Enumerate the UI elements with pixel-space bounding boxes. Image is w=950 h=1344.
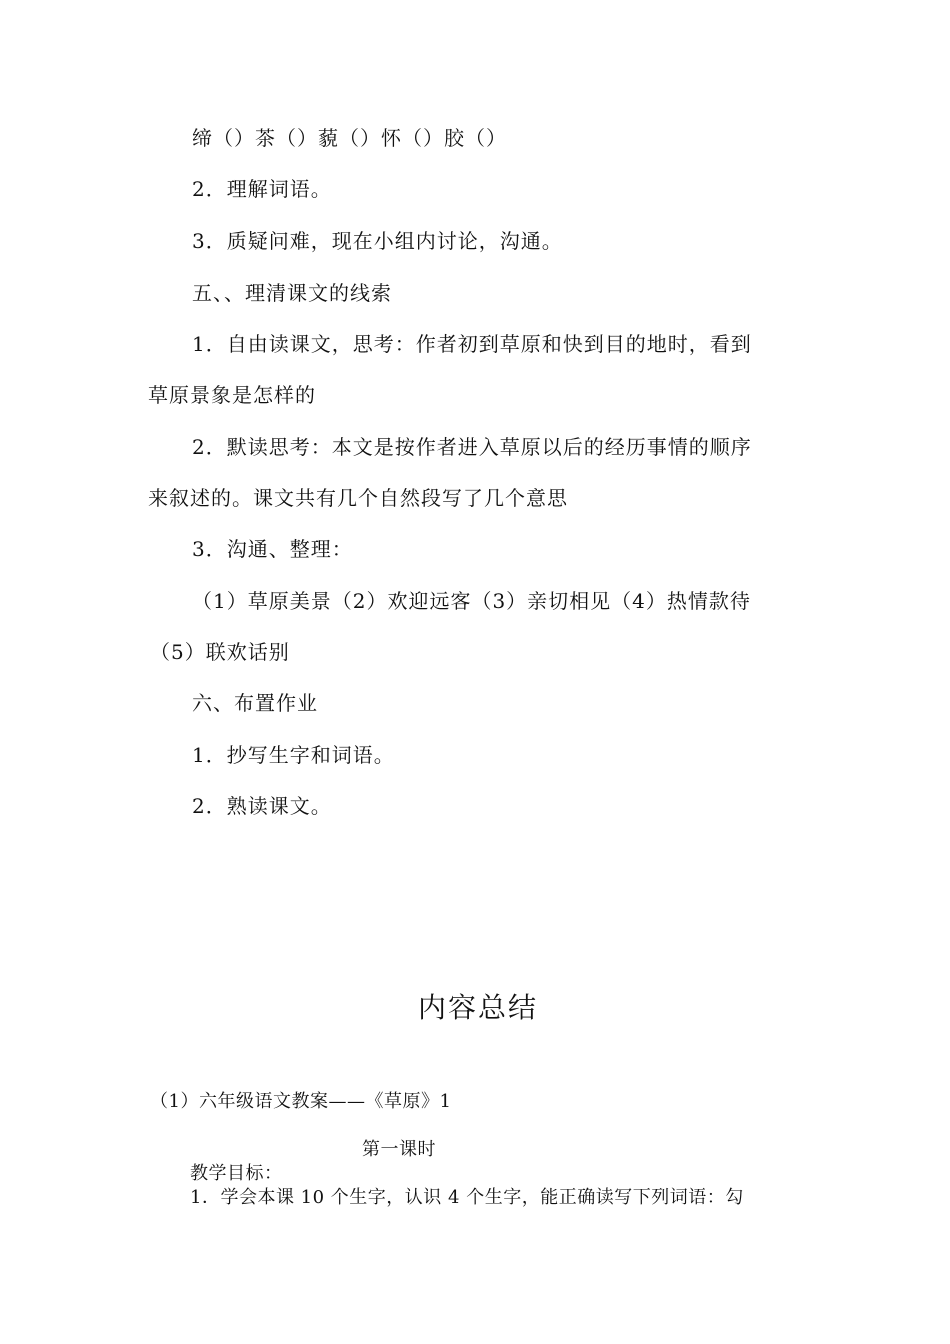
summary-heading: 内容总结 [418, 991, 539, 1024]
step-discuss-questions: 3．质疑问难，现在小组内讨论，沟通。 [192, 229, 563, 253]
step-silent-reading: 2．默读思考：本文是按作者进入草原以后的经历事情的顺序 [192, 435, 752, 459]
lesson-label: 第一课时 [362, 1139, 436, 1160]
teaching-goal-1: 1．学会本课 10 个生字，认识 4 个生字，能正确读写下列词语：勾 [190, 1187, 744, 1208]
homework-copy: 1．抄写生字和词语。 [192, 743, 395, 767]
outline-parts-continued: （5）联欢话别 [150, 640, 290, 664]
step-understand-words: 2．理解词语。 [192, 177, 332, 201]
summary-item-title: （1）六年级语文教案——《草原》1 [150, 1091, 452, 1112]
teaching-goals-label: 教学目标： [190, 1163, 283, 1184]
section-six-heading: 六、布置作业 [192, 691, 318, 715]
step-organize: 3．沟通、整理： [192, 537, 353, 561]
homework-read: 2．熟读课文。 [192, 794, 332, 818]
outline-parts: （1）草原美景（2）欢迎远客（3）亲切相见（4）热情款待 [192, 589, 751, 613]
section-five-heading: 五、、理清课文的线索 [192, 281, 392, 305]
step-free-reading: 1．自由读课文，思考：作者初到草原和快到目的地时，看到 [192, 332, 752, 356]
step-silent-reading-continued: 来叙述的。课文共有几个自然段写了几个意思 [148, 486, 568, 510]
step-free-reading-continued: 草原景象是怎样的 [148, 383, 316, 407]
practice-characters-line: 缔（）茶（）藐（）怀（）胶（） [192, 126, 507, 150]
